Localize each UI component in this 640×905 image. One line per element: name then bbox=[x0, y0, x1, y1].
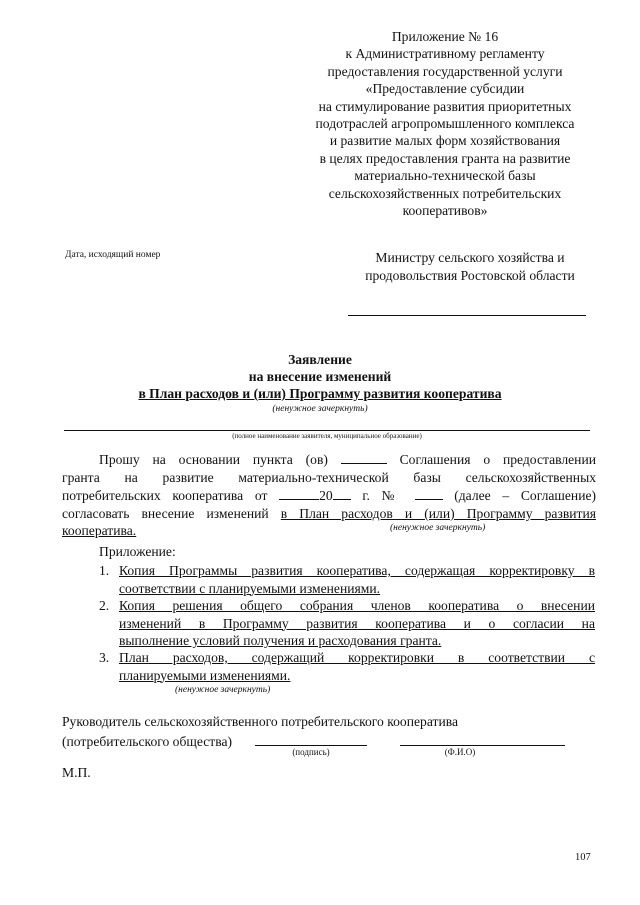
request-strike-note: (ненужное зачеркнуть) bbox=[390, 523, 486, 533]
clause-number-field[interactable] bbox=[341, 450, 387, 464]
request-line bbox=[62, 450, 596, 469]
applicant-caption: (полное наименование заявителя, муниципальное образование) bbox=[232, 432, 422, 440]
attachment-text bbox=[119, 562, 595, 597]
attachment-line: выполнение условий получения и расходования гранта. bbox=[119, 633, 442, 649]
date-number-label: Дата, исходящий номер bbox=[65, 250, 161, 260]
request-line: гранта на развитие материально-технической базы сельскохозяйственных bbox=[62, 469, 596, 485]
signature-line: (потребительского общества) bbox=[62, 734, 233, 749]
annex-line: Приложение № 16 bbox=[391, 29, 499, 44]
annex-line: и развитие малых форм хозяйствования bbox=[329, 133, 561, 149]
title-strike-note: (ненужное зачеркнуть) bbox=[272, 404, 368, 414]
full-name-caption: (Ф.И.О) bbox=[444, 747, 476, 757]
attachment-line: планируемыми изменениями. bbox=[119, 667, 291, 683]
attachment-number: 2. bbox=[99, 598, 110, 613]
annex-line: «Предоставление субсидии bbox=[365, 81, 525, 97]
agreement-year-prefix: 20 bbox=[319, 488, 333, 504]
agreement-date-field[interactable] bbox=[279, 486, 319, 500]
title-line: Заявление bbox=[288, 352, 352, 367]
attachment-number: 1. bbox=[99, 563, 110, 578]
recipient-name-line bbox=[348, 315, 586, 316]
recipient-block bbox=[340, 249, 600, 285]
title-line-underlined: в План расходов и (или) Программу развития кооператива bbox=[138, 386, 502, 401]
annex-line: кооперативов» bbox=[402, 203, 488, 219]
request-text: (далее – Соглашение) bbox=[454, 488, 597, 504]
title-line: на внесение изменений bbox=[248, 369, 392, 384]
full-name-field[interactable] bbox=[400, 745, 565, 746]
agreement-date bbox=[279, 488, 351, 503]
stamp-place: М.П. bbox=[62, 765, 91, 780]
attachment-number: 3. bbox=[99, 650, 110, 665]
request-paragraph bbox=[62, 450, 596, 540]
annex-line: к Административному регламенту bbox=[345, 46, 545, 62]
annex-line: сельскохозяйственных потребительских bbox=[328, 185, 562, 201]
annex-line: предоставления государственной услуги bbox=[327, 63, 563, 79]
request-text-underlined: кооператива. bbox=[62, 523, 137, 539]
annex-line: подотраслей агропромышленного комплекса bbox=[315, 116, 575, 132]
agreement-year-field[interactable] bbox=[333, 486, 351, 500]
request-text: Соглашения о предоставлении bbox=[399, 452, 596, 467]
attachments-strike-note: (ненужное зачеркнуть) bbox=[175, 685, 271, 695]
attachments-heading: Приложение: bbox=[99, 544, 176, 559]
request-line bbox=[62, 486, 596, 505]
attachment-text bbox=[119, 597, 595, 650]
attachment-line: Копия решения общего собрания членов кооператива о внесении bbox=[119, 598, 595, 613]
annex-header bbox=[300, 28, 590, 219]
request-line bbox=[62, 505, 596, 523]
signature-line: Руководитель сельскохозяйственного потребительского кооператива bbox=[62, 714, 459, 729]
recipient-line: Министру сельского хозяйства и bbox=[375, 250, 565, 265]
document-title bbox=[0, 351, 640, 402]
page-number: 107 bbox=[575, 852, 591, 863]
recipient-line: продовольствия Ростовской области bbox=[365, 268, 575, 283]
applicant-name-line bbox=[64, 430, 590, 431]
agreement-number-field[interactable] bbox=[415, 486, 443, 500]
attachment-line: изменений в Программу развития кооператива и о согласии на bbox=[119, 615, 595, 631]
attachment-line: План расходов, содержащий корректировки в соответствии с bbox=[119, 650, 595, 665]
request-text: согласовать внесение изменений bbox=[62, 505, 269, 521]
annex-line: на стимулирование развития приоритетных bbox=[318, 98, 572, 114]
annex-line: в целях предоставления гранта на развитие bbox=[319, 150, 571, 166]
request-line bbox=[62, 522, 596, 540]
attachment-text bbox=[119, 649, 595, 684]
request-text: потребительских кооператива от bbox=[62, 488, 268, 504]
request-text-underlined: в План расходов и (или) Программу развития bbox=[280, 505, 596, 521]
annex-line: материально-технической базы bbox=[354, 168, 536, 184]
request-text: Прошу на основании пункта (ов) bbox=[99, 452, 328, 467]
signature-caption: (подпись) bbox=[292, 747, 330, 757]
signature-block bbox=[62, 712, 458, 752]
signature-field[interactable] bbox=[255, 745, 367, 746]
attachment-line: соответствии с планируемыми изменениями. bbox=[119, 580, 381, 596]
request-text: г. № bbox=[362, 488, 403, 504]
attachment-line: Копия Программы развития кооператива, содержащая корректировку в bbox=[119, 563, 595, 578]
